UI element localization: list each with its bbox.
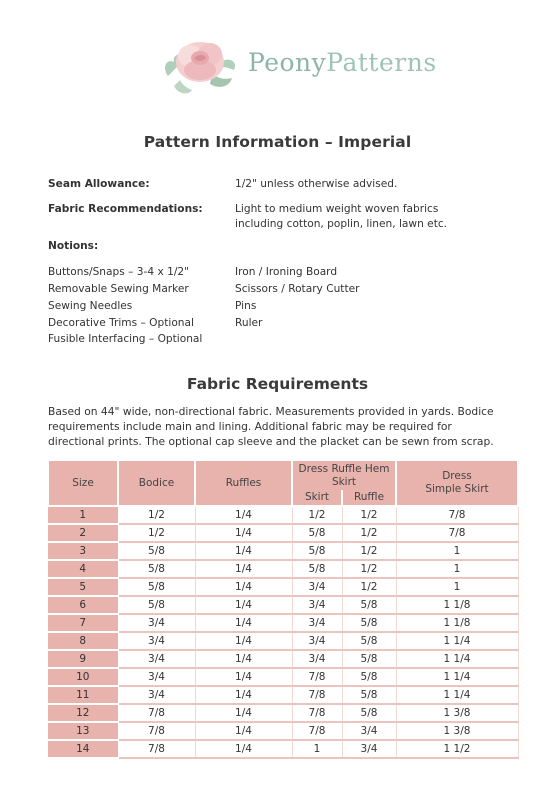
peony-flower-icon xyxy=(160,28,242,100)
cell-simple: 1 xyxy=(396,542,518,560)
header-dress-simple-skirt xyxy=(396,460,518,506)
table-row xyxy=(48,506,518,524)
cell-simple: 1 1/8 xyxy=(396,596,518,614)
cell-size: 6 xyxy=(48,596,118,614)
note-line: requirements include main and lining. Additional fabric may be required for xyxy=(48,420,452,433)
cell-simple: 1 xyxy=(396,578,518,596)
fabric-requirements-title: Fabric Requirements xyxy=(186,375,369,393)
cell-ruffles: 1/4 xyxy=(195,650,292,668)
table-row xyxy=(48,632,518,650)
header-dress-ruffle-hem-line2: Skirt xyxy=(331,476,357,488)
cell-ruffles: 1/4 xyxy=(195,632,292,650)
cell-simple: 7/8 xyxy=(396,506,518,524)
cell-size: 10 xyxy=(48,668,118,686)
cell-simple: 1 xyxy=(396,560,518,578)
cell-bodice: 5/8 xyxy=(118,560,195,578)
cell-ruffles: 1/4 xyxy=(195,740,292,758)
cell-skirt: 7/8 xyxy=(292,722,342,740)
cell-simple: 1 1/4 xyxy=(396,686,518,704)
table-row xyxy=(48,650,518,668)
table-row xyxy=(48,596,518,614)
cell-bodice: 7/8 xyxy=(118,740,195,758)
cell-skirt: 5/8 xyxy=(292,560,342,578)
cell-skirt: 7/8 xyxy=(292,668,342,686)
cell-bodice: 7/8 xyxy=(118,722,195,740)
brand-name-part2: Patterns xyxy=(326,48,437,77)
cell-ruffles: 1/4 xyxy=(195,542,292,560)
cell-skirt: 1 xyxy=(292,740,342,758)
cell-ruffles: 1/4 xyxy=(195,704,292,722)
table-row xyxy=(48,686,518,704)
cell-bodice: 3/4 xyxy=(118,650,195,668)
pattern-info-title: Pattern Information – Imperial xyxy=(143,133,412,151)
cell-size: 12 xyxy=(48,704,118,722)
cell-bodice: 3/4 xyxy=(118,632,195,650)
cell-ruffles: 1/4 xyxy=(195,686,292,704)
fabric-requirements-table xyxy=(47,459,519,759)
cell-ruffles: 1/4 xyxy=(195,596,292,614)
cell-bodice: 5/8 xyxy=(118,542,195,560)
cell-simple: 1 3/8 xyxy=(396,722,518,740)
cell-ruffles: 1/4 xyxy=(195,524,292,542)
cell-bodice: 7/8 xyxy=(118,704,195,722)
cell-simple: 1 1/2 xyxy=(396,740,518,758)
header-dress-simple-line2: Simple Skirt xyxy=(425,483,489,495)
cell-simple: 1 1/4 xyxy=(396,632,518,650)
cell-ruffles: 1/4 xyxy=(195,668,292,686)
fabric-recommendations-line1: Light to medium weight woven fabrics xyxy=(235,203,439,215)
cell-simple: 1 3/8 xyxy=(396,704,518,722)
cell-ruffle: 1/2 xyxy=(342,542,396,560)
notion-item: Fusible Interfacing – Optional xyxy=(48,333,203,345)
table-row xyxy=(48,722,518,740)
cell-simple: 1 1/4 xyxy=(396,668,518,686)
cell-skirt: 5/8 xyxy=(292,524,342,542)
table-row xyxy=(48,560,518,578)
table-row xyxy=(48,542,518,560)
cell-ruffle: 3/4 xyxy=(342,740,396,758)
fabric-recommendations-line2: including cotton, poplin, linen, lawn etc. xyxy=(235,218,448,230)
header-sub-skirt: Skirt xyxy=(292,490,342,506)
peony-patterns-logo xyxy=(160,28,437,100)
fabric-requirements-rows xyxy=(48,506,518,758)
table-row xyxy=(48,704,518,722)
cell-ruffles: 1/4 xyxy=(195,722,292,740)
header-dress-simple-line1: Dress xyxy=(442,470,472,482)
table-row xyxy=(48,740,518,758)
cell-ruffle: 5/8 xyxy=(342,596,396,614)
notion-item: Scissors / Rotary Cutter xyxy=(235,283,360,295)
notion-item: Removable Sewing Marker xyxy=(48,283,189,295)
cell-skirt: 3/4 xyxy=(292,614,342,632)
table-row xyxy=(48,524,518,542)
cell-bodice: 3/4 xyxy=(118,686,195,704)
cell-skirt: 1/2 xyxy=(292,506,342,524)
cell-ruffle: 1/2 xyxy=(342,506,396,524)
cell-size: 11 xyxy=(48,686,118,704)
header-ruffles: Ruffles xyxy=(195,460,292,506)
header-bodice: Bodice xyxy=(118,460,195,506)
cell-bodice: 5/8 xyxy=(118,578,195,596)
cell-simple: 7/8 xyxy=(396,524,518,542)
seam-allowance-value: 1/2" unless otherwise advised. xyxy=(235,178,398,190)
header-dress-ruffle-hem xyxy=(292,460,396,490)
cell-ruffle: 5/8 xyxy=(342,650,396,668)
cell-skirt: 5/8 xyxy=(292,542,342,560)
cell-skirt: 7/8 xyxy=(292,704,342,722)
cell-ruffles: 1/4 xyxy=(195,614,292,632)
cell-size: 1 xyxy=(48,506,118,524)
cell-ruffle: 5/8 xyxy=(342,668,396,686)
brand-name xyxy=(248,48,437,77)
table-row xyxy=(48,614,518,632)
cell-ruffle: 5/8 xyxy=(342,686,396,704)
cell-ruffle: 1/2 xyxy=(342,560,396,578)
cell-skirt: 3/4 xyxy=(292,632,342,650)
cell-size: 8 xyxy=(48,632,118,650)
cell-size: 7 xyxy=(48,614,118,632)
cell-ruffle: 5/8 xyxy=(342,614,396,632)
cell-simple: 1 1/4 xyxy=(396,650,518,668)
note-line: Based on 44" wide, non-directional fabric. Measurements provided in yards. Bodice xyxy=(48,405,494,418)
cell-ruffles: 1/4 xyxy=(195,506,292,524)
cell-bodice: 5/8 xyxy=(118,596,195,614)
cell-bodice: 3/4 xyxy=(118,668,195,686)
cell-ruffles: 1/4 xyxy=(195,560,292,578)
cell-size: 4 xyxy=(48,560,118,578)
brand-name-part1: Peony xyxy=(248,48,327,77)
cell-skirt: 3/4 xyxy=(292,596,342,614)
cell-size: 14 xyxy=(48,740,118,758)
cell-ruffle: 5/8 xyxy=(342,704,396,722)
cell-size: 9 xyxy=(48,650,118,668)
cell-skirt: 3/4 xyxy=(292,650,342,668)
header-sub-ruffle: Ruffle xyxy=(342,490,396,506)
cell-skirt: 3/4 xyxy=(292,578,342,596)
cell-bodice: 1/2 xyxy=(118,524,195,542)
fabric-recommendations-label: Fabric Recommendations: xyxy=(48,203,203,215)
notion-item: Ruler xyxy=(235,317,263,329)
cell-size: 3 xyxy=(48,542,118,560)
cell-size: 5 xyxy=(48,578,118,596)
cell-bodice: 1/2 xyxy=(118,506,195,524)
notion-item: Buttons/Snaps – 3-4 x 1/2" xyxy=(48,266,190,278)
notion-item: Iron / Ironing Board xyxy=(235,266,338,278)
cell-size: 2 xyxy=(48,524,118,542)
notion-item: Pins xyxy=(235,300,257,312)
cell-bodice: 3/4 xyxy=(118,614,195,632)
note-line: directional prints. The optional cap sleeve and the placket can be sewn from scrap. xyxy=(48,435,494,448)
fabric-requirements-note xyxy=(48,404,522,449)
cell-ruffle: 5/8 xyxy=(342,632,396,650)
cell-ruffles: 1/4 xyxy=(195,578,292,596)
notion-item: Sewing Needles xyxy=(48,300,133,312)
cell-size: 13 xyxy=(48,722,118,740)
table-row xyxy=(48,578,518,596)
notions-label: Notions: xyxy=(48,240,99,252)
seam-allowance-label: Seam Allowance: xyxy=(48,178,150,190)
cell-simple: 1 1/8 xyxy=(396,614,518,632)
cell-ruffle: 3/4 xyxy=(342,722,396,740)
cell-ruffle: 1/2 xyxy=(342,578,396,596)
header-dress-ruffle-hem-line1: Dress Ruffle Hem xyxy=(298,463,390,475)
cell-skirt: 7/8 xyxy=(292,686,342,704)
notion-item: Decorative Trims – Optional xyxy=(48,317,194,329)
header-size: Size xyxy=(48,460,118,506)
cell-ruffle: 1/2 xyxy=(342,524,396,542)
table-row xyxy=(48,668,518,686)
